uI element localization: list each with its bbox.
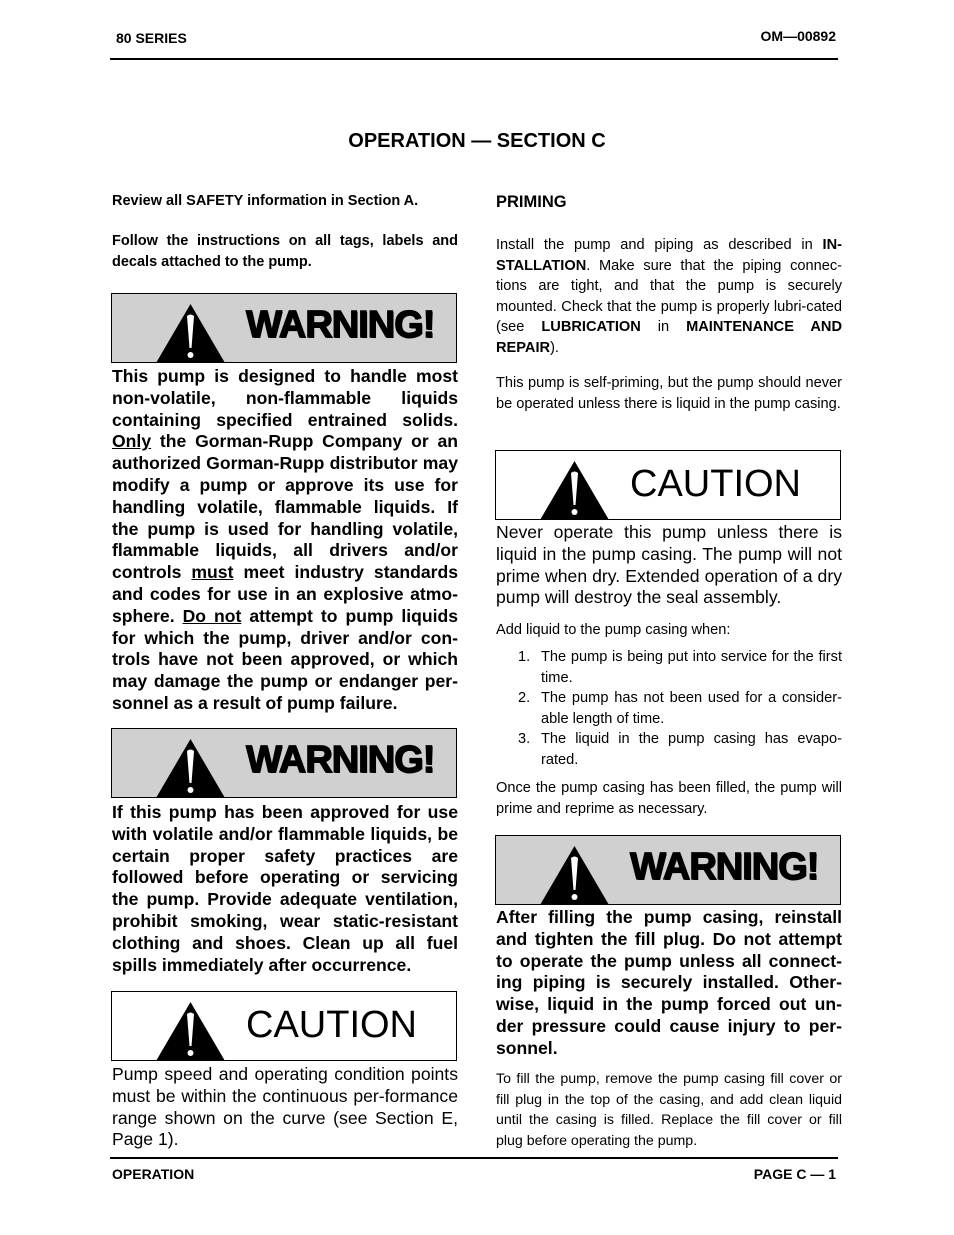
warning-text-1-only: Only [112,431,152,452]
fill-pump-paragraph: To fill the pump, remove the pump casing fill cover or fill plug in the top of the casing, and add clean liquid until the casing is filled. Replace the fill cover or fill plug before operating the pump. [496,1071,842,1149]
warning-text-1-part4: attempt to pump liquids for which the pump, driver and/or con-trols have not been approved, or which may damage the pump or endanger per-sonnel as a result of pump failure. [112,605,459,713]
warning-heading-3: WARNING! [630,846,819,888]
header-series: 80 SERIES [116,30,187,46]
warning-triangle-icon [538,844,611,906]
install-text-lubrication: LUBRICATION [541,319,641,336]
self-priming-paragraph: This pump is self-priming, but the pump should never be operated unless there is liquid in the pump casing. [496,375,842,412]
list-item-number: 2. [518,690,531,707]
list-item-text: The pump has not been used for a consider-able length of time. [541,690,842,727]
warning-triangle-icon [154,302,227,364]
list-item [496,729,842,770]
list-item-text: The pump is being put into service for the first time. [541,649,842,686]
warning-text-1-part2: the Gorman-Rupp Company or an authorized Gorman-Rupp distributor may modify a pump or approve its use for handling volatile, flammable liquids. If the pump is used for handling volatile, flammable liquids, all drivers and/or controls [112,431,458,583]
warning-heading-1: WARNING! [246,304,435,346]
warning-box-2 [111,728,457,798]
warning-text-1-part3: meet industry standards and codes for use in an explosive atmo-sphere. [112,562,459,626]
list-item-text: The liquid in the pump casing has evapo-rated. [541,731,842,768]
header-doc-number: OM—00892 [760,28,836,44]
warning-text-1-part1: This pump is designed to handle most non-volatile, non-flammable liquids containing specified entrained solids. [112,366,458,430]
caution-box-1 [111,991,457,1061]
caution-heading-1: CAUTION [246,1004,417,1046]
footer-section: OPERATION [112,1166,195,1182]
install-text-c: in [657,319,670,336]
list-item [496,647,842,688]
list-item-number: 3. [518,731,531,748]
header-rule [110,58,838,60]
warning-text-1-must: must [191,562,234,583]
warning-text-1-donot: Do not [182,605,242,626]
warning-text-3: After filling the pump casing, reinstall and tighten the fill plug. Do not attempt to operate the pump unless all connect-ing piping is securely installed. Other-wise, liquid in the pump forced out un-der pressure could cause injury to per-sonnel. [496,907,842,1058]
footer-rule [110,1157,838,1159]
install-text-maintenance: MAINTENANCE AND REPAIR [496,319,842,356]
warning-heading-2: WARNING! [246,739,435,781]
caution-box-2 [495,450,841,520]
follow-instructions-note: Follow the instructions on all tags, labels and decals attached to the pump. [112,233,458,270]
warning-box-1 [111,293,457,363]
warning-box-3 [495,835,841,905]
caution-text-1: Pump speed and operating condition points must be within the continuous per-formance range shown on the curve (see Section E, Page 1). [112,1064,458,1150]
warning-triangle-icon [154,737,227,799]
caution-text-2: Never operate this pump unless there is liquid in the pump casing. The pump will not prime when dry. Extended operation of a dry pump will destroy the seal assembly. [496,522,842,608]
install-paragraph [496,235,842,359]
warning-text-2: If this pump has been approved for use with volatile and/or flammable liquids, be certain proper safety practices are followed before operating or servicing the pump. Provide adequate ventilation, prohibit smoking, wear static-resistant clothing and shoes. Clean up all fuel spills immediately after occurrence. [112,802,458,975]
add-liquid-intro: Add liquid to the pump casing when: [496,622,731,638]
caution-triangle-icon [538,459,611,521]
install-text-installation: IN-STALLATION [496,237,842,274]
list-item-number: 1. [518,649,531,665]
caution-triangle-icon [154,1000,227,1062]
install-text-d: ). [550,339,559,356]
once-filled-paragraph: Once the pump casing has been filled, the pump will prime and reprime as necessary. [496,780,842,817]
list-item [496,688,842,729]
page-title: OPERATION — SECTION C [348,130,606,152]
review-safety-note: Review all SAFETY information in Section A. [112,193,419,209]
install-text-b: . Make sure that the piping connec-tions are tight, and that the pump is securely mounted. Check that the pump is properly lubri-cated (see [496,257,842,336]
add-liquid-list [496,647,842,771]
priming-heading: PRIMING [496,193,567,211]
warning-text-1 [112,366,458,715]
footer-page-number: PAGE C — 1 [753,1166,836,1182]
caution-heading-2: CAUTION [630,463,801,505]
install-text-a: Install the pump and piping as described in [496,237,813,253]
